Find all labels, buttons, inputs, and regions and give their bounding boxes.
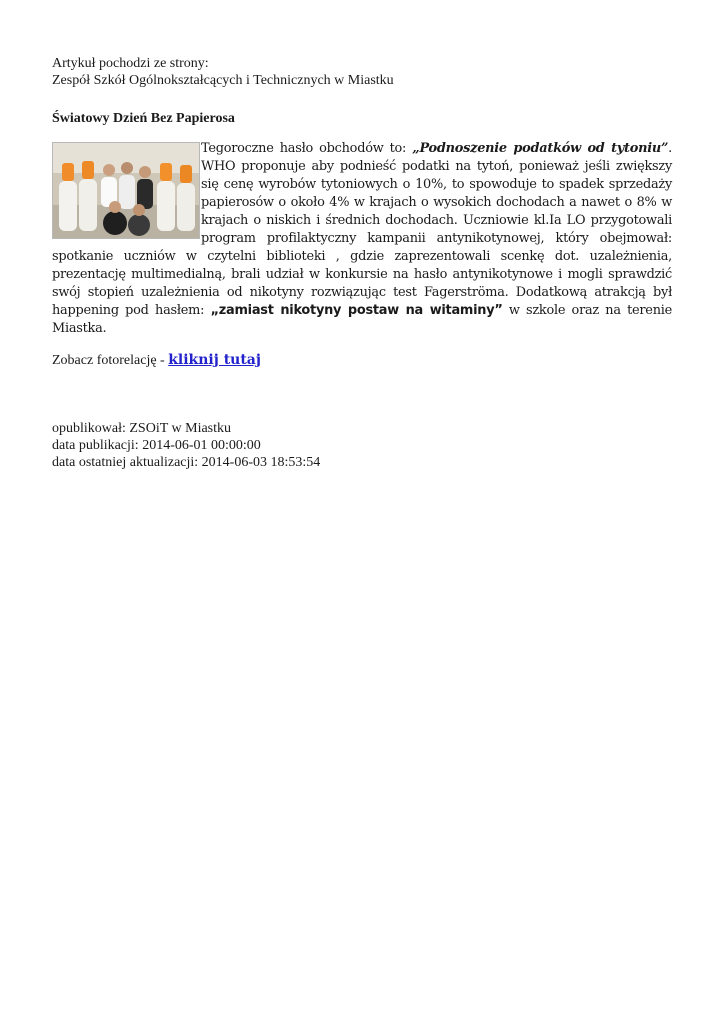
article-photo[interactable] (52, 142, 200, 239)
source-info (52, 55, 672, 89)
source-school-name: Zespół Szkół Ogólnokształcących i Technicznych w Miastku (52, 73, 394, 88)
article-ending: w szkole oraz na terenie Miastka. (52, 303, 672, 336)
article-slogan: „Podnoszenie podatków od tytoniu” (412, 141, 669, 156)
photo-report-line (52, 352, 672, 369)
article-intro: Tegoroczne hasło obchodów to: (201, 141, 413, 156)
last-update-date: data ostatniej aktualizacji: 2014-06-03 18:53:54 (52, 455, 321, 470)
document-page (52, 55, 672, 471)
photo-report-label: Zobacz fotorelację - (52, 353, 169, 368)
article-text: . WHO proponuje aby podnieść podatki na tytoń, ponieważ jeśli zwiększy się cenę wyrobów tytoniowych o 10%, to spowoduje to spadek sprzedaży papierosów o około 4% w krajach o wysokich dochodach a nawet o 8% w krajach o niskich i średnich dochodach. Uczniowie kl.Ia LO przygotowali program profilaktyczny kampanii antynikotynowej, który obejmował: spotkanie uczniów w czytelni biblioteki , gdzie zaprezentowali scenkę dot. uzależnienia, prezentację multimedialną, brali udział w konkursie na hasło antynikotynowe i mogli sprawdzić swój stopień uzależnienia od nikotyny rozwiązując test Fagerströma. Dodatkową atrakcją był happening pod hasłem: (52, 141, 672, 318)
published-by: opublikował: ZSOiT w Miastku (52, 421, 232, 436)
publication-info (52, 420, 672, 471)
photo-report-link[interactable]: kliknij tutaj (168, 352, 261, 368)
publication-date: data publikacji: 2014-06-01 00:00:00 (52, 438, 261, 453)
article-title: Światowy Dzień Bez Papierosa (52, 111, 235, 126)
article-motto: „zamiast nikotyny postaw na witaminy” (210, 303, 503, 318)
photo-illustration (53, 143, 199, 238)
source-label: Artykuł pochodzi ze strony: (52, 56, 209, 71)
article-body (52, 140, 672, 338)
